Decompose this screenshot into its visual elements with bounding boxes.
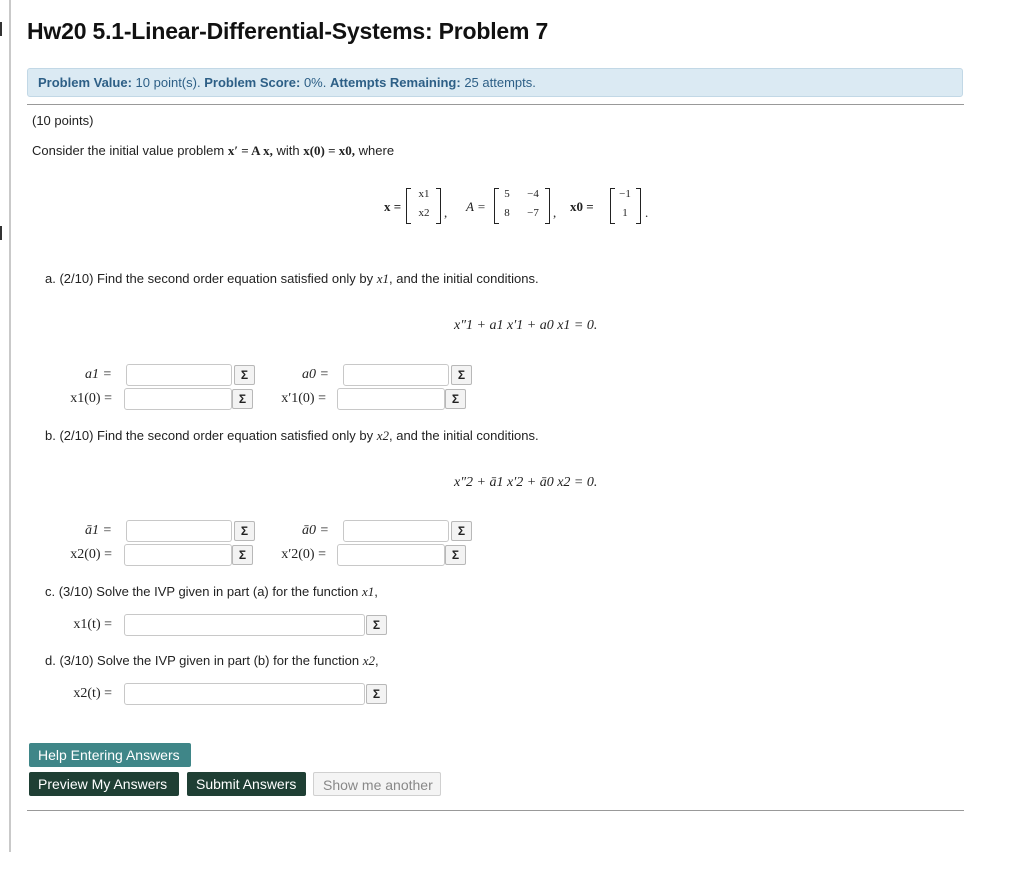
x-vector-label: x =: [384, 199, 402, 214]
a0-equation-editor-button[interactable]: Σ: [451, 365, 472, 385]
x0-vector-entry: −1: [619, 188, 631, 200]
part-d-prompt: d. (3/10) Solve the IVP given in part (b) for the function x2,: [45, 653, 379, 668]
part-a-equation: x″1 + a1 x′1 + a0 x1 = 0.: [454, 318, 598, 333]
preview-answers-button[interactable]: Preview My Answers: [29, 772, 179, 796]
ode-equation: x′ = A x,: [227, 143, 273, 158]
x-vector-bracket-right: [436, 188, 441, 224]
A-matrix-bracket-right: [545, 188, 550, 224]
x1-prime-0-input[interactable]: [337, 388, 445, 410]
left-edge-mark: [0, 226, 2, 240]
page-title: Hw20 5.1-Linear-Differential-Systems: Problem 7: [27, 18, 549, 44]
x1-0-label: x1(0) =: [70, 391, 112, 406]
x-vector-entry: x2: [418, 207, 430, 219]
part-b-prompt: b. (2/10) Find the second order equation satisfied only by x2, and the initial conditions.: [45, 428, 539, 443]
help-entering-answers-button[interactable]: Help Entering Answers: [29, 743, 191, 767]
x1-0-equation-editor-button[interactable]: Σ: [232, 389, 253, 409]
x-vector-entry: x1: [418, 188, 430, 200]
A-matrix-entry: −7: [527, 207, 539, 219]
x2-0-equation-editor-button[interactable]: Σ: [232, 545, 253, 565]
left-border: [9, 0, 11, 852]
a-bar-1-label: ā1 =: [85, 523, 112, 538]
part-b-equation: x″2 + ā1 x′2 + ā0 x2 = 0.: [454, 475, 598, 490]
x2-0-label: x2(0) =: [70, 547, 112, 562]
x1-t-label: x1(t) =: [73, 617, 112, 632]
A-matrix-entry: −4: [527, 188, 539, 200]
A-matrix-bracket-left: [494, 188, 499, 224]
problem-score: 0%.: [303, 75, 327, 90]
initial-condition: x(0) = x0,: [303, 143, 356, 158]
divider: [27, 104, 964, 105]
part-a-prompt: a. (2/10) Find the second order equation satisfied only by x1, and the initial conditions.: [45, 271, 539, 286]
a0-input[interactable]: [343, 364, 449, 386]
divider: [27, 810, 964, 811]
x1-0-input[interactable]: [124, 388, 232, 410]
x2-prime-0-input[interactable]: [337, 544, 445, 566]
A-matrix-entry: 5: [504, 188, 510, 200]
problem-value-label: Problem Value:: [38, 75, 132, 90]
left-edge-mark: [0, 22, 2, 36]
x1-prime-0-equation-editor-button[interactable]: Σ: [445, 389, 466, 409]
attempts-label: Attempts Remaining:: [329, 75, 461, 90]
comma: ,: [553, 205, 557, 220]
problem-score-label: Problem Score:: [204, 75, 301, 90]
problem-intro: Consider the initial value problem x′ = A x, with x(0) = x0, where: [32, 143, 395, 158]
x2-t-equation-editor-button[interactable]: Σ: [366, 684, 387, 704]
x2-prime-0-label: x′2(0) =: [281, 547, 326, 562]
a1-label: a1 =: [85, 367, 112, 382]
x1-prime-0-label: x′1(0) =: [281, 391, 326, 406]
problem-points: (10 points): [32, 113, 94, 128]
a-bar-0-input[interactable]: [343, 520, 449, 542]
show-me-another-button[interactable]: Show me another: [313, 772, 441, 796]
x2-prime-0-equation-editor-button[interactable]: Σ: [445, 545, 466, 565]
problem-value: 10 point(s).: [135, 75, 201, 90]
x1-t-equation-editor-button[interactable]: Σ: [366, 615, 387, 635]
period: .: [645, 205, 649, 220]
comma: ,: [444, 205, 448, 220]
a0-label: a0 =: [302, 367, 329, 382]
a1-equation-editor-button[interactable]: Σ: [234, 365, 255, 385]
A-matrix-entry: 8: [504, 207, 510, 219]
attempts-remaining: 25 attempts.: [464, 75, 536, 90]
submit-answers-button[interactable]: Submit Answers: [187, 772, 306, 796]
x0-vector-label: x0 =: [570, 199, 594, 214]
x2-t-input[interactable]: [124, 683, 365, 705]
x2-0-input[interactable]: [124, 544, 232, 566]
x-vector-bracket-left: [406, 188, 411, 224]
a-bar-1-equation-editor-button[interactable]: Σ: [234, 521, 255, 541]
problem-info-bar: [27, 68, 963, 97]
A-matrix-label: A =: [466, 199, 486, 214]
a-bar-0-label: ā0 =: [302, 523, 329, 538]
a1-input[interactable]: [126, 364, 232, 386]
x1-t-input[interactable]: [124, 614, 365, 636]
x0-vector-entry: 1: [622, 207, 628, 219]
part-c-prompt: c. (3/10) Solve the IVP given in part (a) for the function x1,: [45, 584, 378, 599]
x2-t-label: x2(t) =: [73, 686, 112, 701]
x0-vector-bracket-right: [636, 188, 641, 224]
a-bar-1-input[interactable]: [126, 520, 232, 542]
a-bar-0-equation-editor-button[interactable]: Σ: [451, 521, 472, 541]
